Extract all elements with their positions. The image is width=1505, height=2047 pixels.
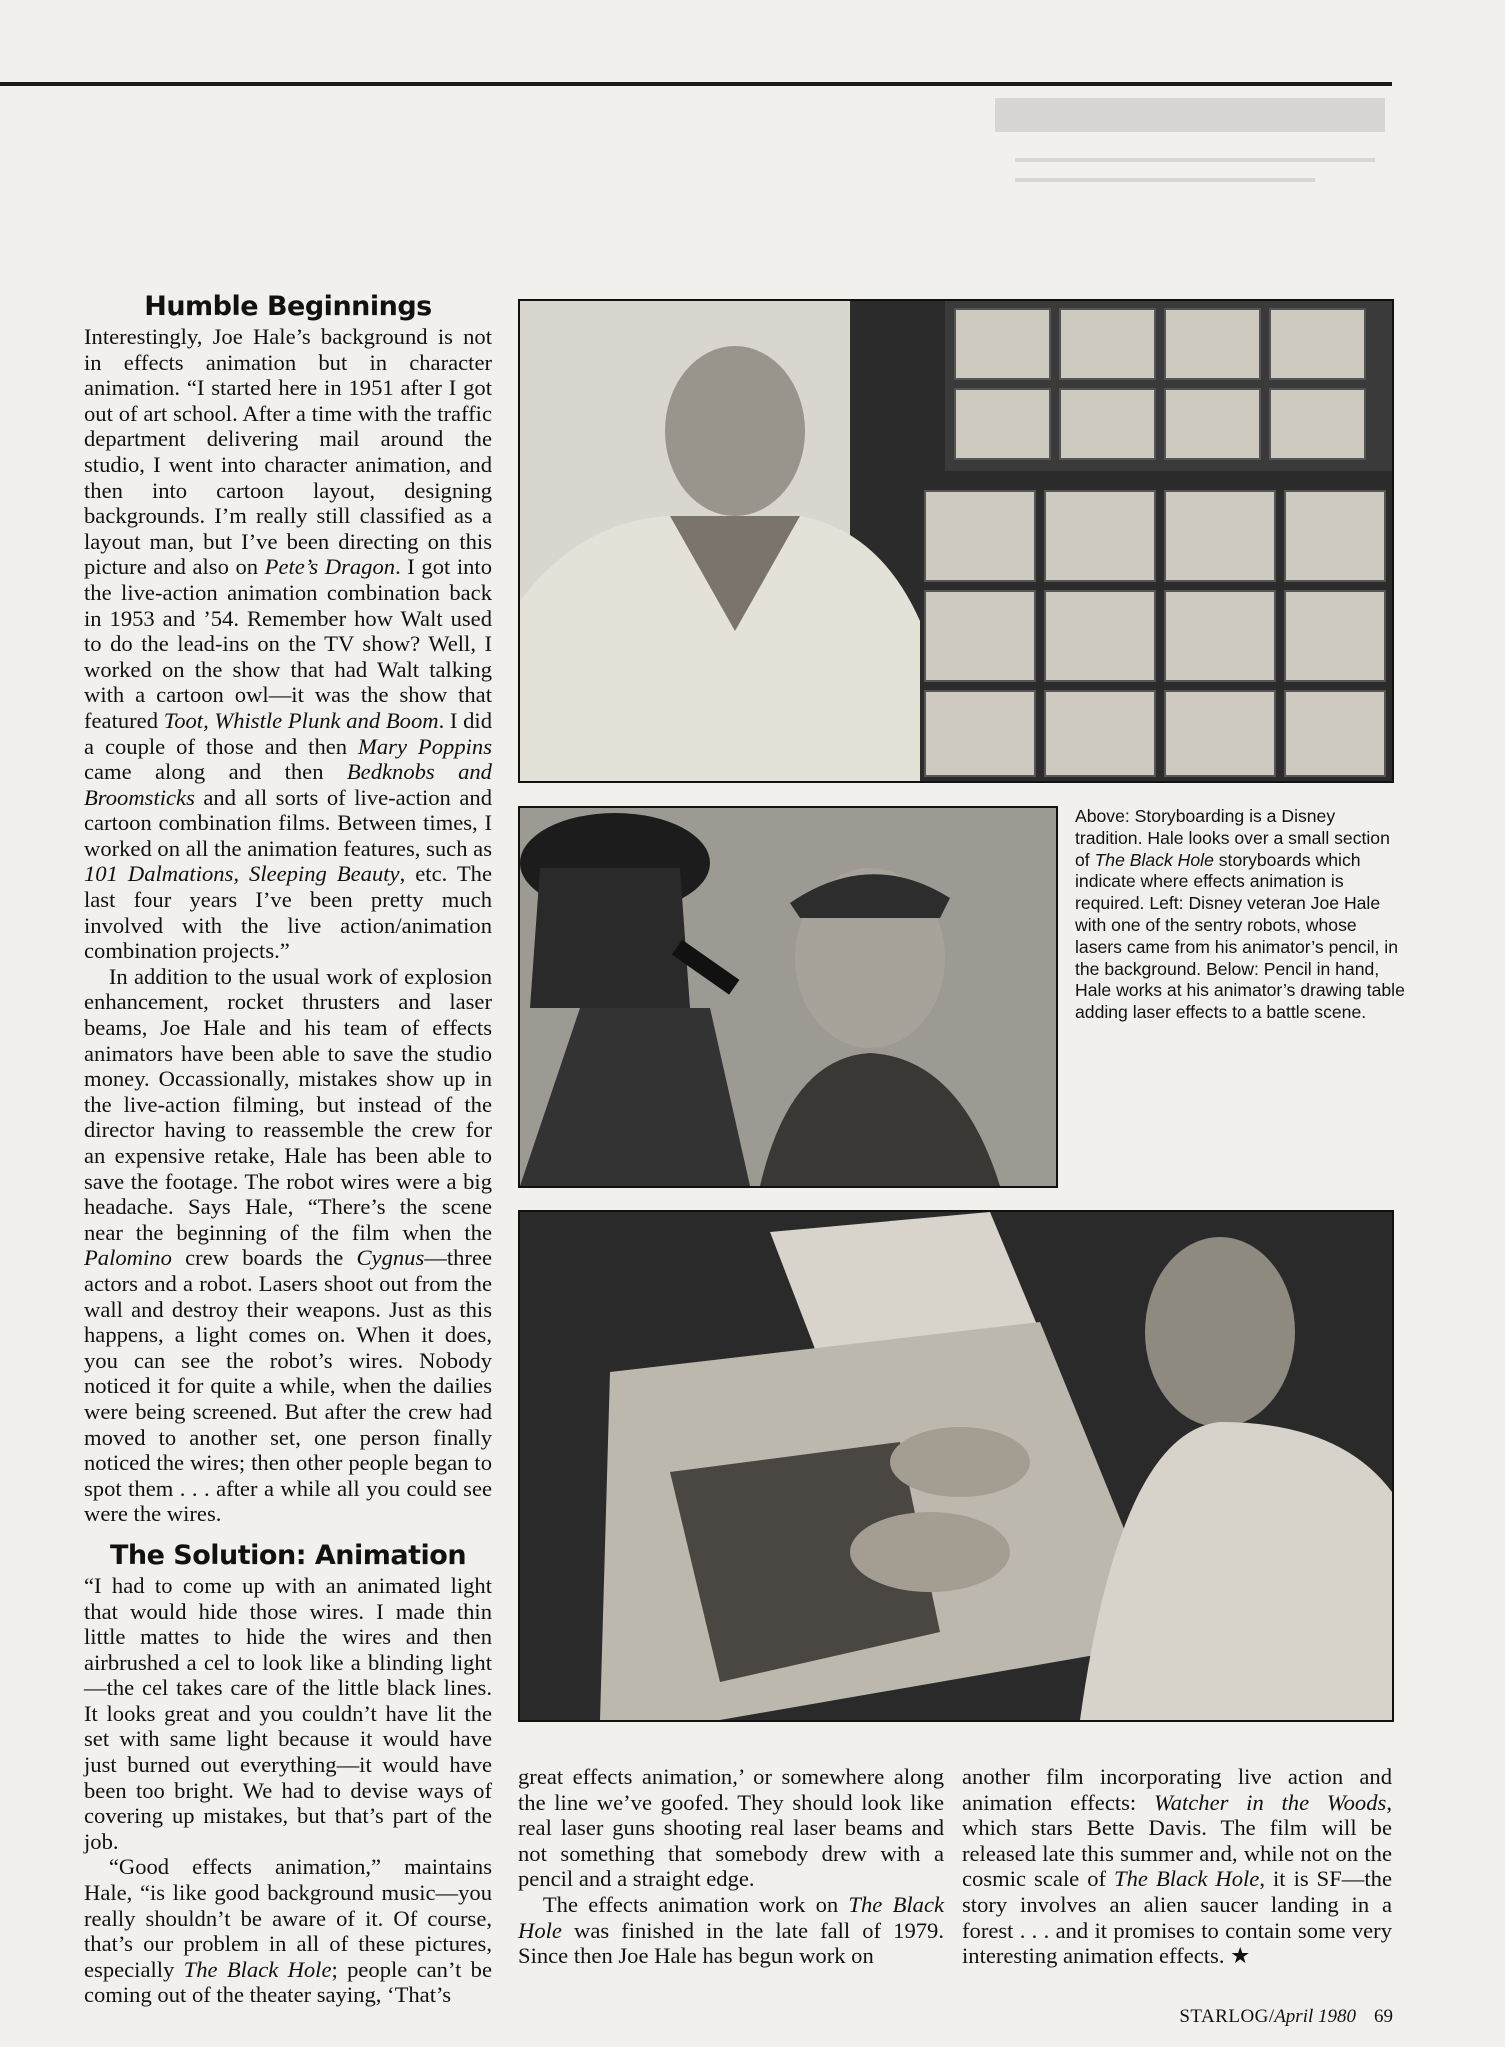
paragraph [518,1892,944,1969]
text-run: “I had to come up with an animated light that would hide those wires. I made thin little mattes to hide the wires and then airbrushed a cel to look like a blinding light—the cel takes care of the little black lines. It looks great and you couldn’t have lit the set with same light because it would have just burned out everything—it would have been too bright. We had to devise ways of covering up mistakes, but that’s part of the job. [84,1572,492,1854]
italic-text: Mary Poppins [358,733,492,759]
photo-hale-storyboards [518,299,1394,783]
italic-text: The Black Hole [518,1891,944,1943]
italic-text: Palomino [84,1245,172,1271]
text-run: . I got into the live-action animation combination back in 1953 and ’54. Remember how Walt used to do the lead-ins on the TV show? Well, I worked on the show that had Walt talking with a cartoon owl—it was the show that featured [84,554,493,733]
italic-text: Bedknobs and Broomsticks [84,759,492,810]
text-run: In addition to the usual work of explosion enhancement, rocket thrusters and laser beams, Joe Hale and his team of effects animators have been able to save the studio money. Occassionally, mistakes show up in the live-action filming, but instead of the director having to reassemble the crew for an expensive retake, Hale has been able to save the footage. The robot wires were a big headache. Says Hale, “There’s the scene near the beginning of the film when the [84,963,492,1245]
text-run: , etc. The last four years I’ve been pretty much involved with the live action/animation combination projects.” [84,861,492,964]
subheading-humble-beginnings: Humble Beginnings [144,291,432,322]
text-run: and all sorts of live-action and cartoon combination films. Between times, I worked on all the animation features, such as [84,784,492,861]
italic-text: Pete’s Dragon [264,554,396,580]
text-run: . I did a couple of those and then [84,707,492,759]
text-run: great effects animation,’ or somewhere along the line we’ve goofed. They should look like real laser guns shooting real laser beams and not something that somebody drew with a pencil and a straight edge. [518,1764,944,1892]
text-run: Above: Storyboarding is a Disney tradition. Hale looks over a small section of [1075,806,1390,870]
italic-text: The Black Hole [1094,849,1214,870]
article-column-3 [962,1764,1392,1969]
bleed-through-decoration [985,88,1395,208]
page-footer: STARLOG/April 1980 69 [1179,2006,1393,2027]
photo-caption [1075,806,1405,1024]
italic-text: The Black Hole [1114,1866,1260,1892]
italic-text: The Black Hole [183,1956,332,1982]
text-run: ; people can’t be coming out of the theater saying, ‘That’s [84,1956,492,2008]
magazine-name: STARLOG [1179,2006,1269,2027]
text-run: —three actors and a robot. Lasers shoot out from the wall and destroy their weapons. Just as this happens, a light comes on. When it does, you can see the robot’s wires. Nobody noticed it for quite a while, when the dailies were being screened. But after the crew had moved to another set, one person finally noticed the wires; then other people began to spot them . . . after a while all you could see were the wires. [84,1245,492,1527]
subheading-the-solution: The Solution: Animation [109,1539,467,1571]
italic-text: Toot, Whistle Plunk and Boom [163,707,439,733]
article-column-2 [518,1764,944,1969]
photo-hale-drawing-table [518,1210,1394,1722]
text-run: The effects animation work on [542,1891,849,1917]
text-run: crew boards the [171,1245,357,1271]
text-run: another film incorporating live action and animation effects: [962,1764,1392,1815]
text-run: was finished in the late fall of 1979. Since then Joe Hale has begun work on [518,1917,944,1969]
text-run: “Good effects animation,” maintains Hale, “is like good background music—you really shouldn’t be aware of it. Of course, that’s our problem in all of these pictures, especially [84,1854,492,1982]
text-run: storyboards which indicate where effects animation is required. Left: Disney veteran Joe Hale with one of the sentry robots, whose lasers came from his animator’s pencil, in the background. Below: Pencil in hand, Hale works at his animator’s drawing table adding laser effects to a battle scene. [1075,849,1405,1023]
paragraph [84,964,492,1527]
photo-hale-with-robot [518,806,1058,1188]
page-number: 69 [1374,2006,1393,2027]
paragraph [84,1573,492,1855]
text-run: , it is SF—the story involves an alien saucer landing in a forest . . . and it promises to contain some very interesting animation effects. ★ [962,1866,1393,1969]
top-rule [0,82,1392,86]
paragraph [962,1764,1392,1969]
italic-text: Watcher in the Woods [1153,1789,1387,1815]
italic-text: Cygnus [356,1245,425,1271]
text-run: came along and then [84,759,347,785]
paragraph [84,1854,492,2008]
article-column-1 [84,292,492,2008]
text-run: Interestingly, Joe Hale’s background is not in effects animation but in character animation. “I started here in 1951 after I got out of art school. After a time with the traffic department delivering mail around the studio, I went into character animation, and then into cartoon layout, designing backgrounds. I’m really still classified as a layout man, but I’ve been directing on this picture and also on [84,324,492,580]
paragraph [518,1764,944,1892]
text-run: , which stars Bette Davis. The film will be released late this summer and, while not on the cosmic scale of [962,1789,1392,1892]
italic-text: 101 Dalmations, Sleeping Beauty [84,861,400,887]
paragraph [84,324,492,964]
issue-date: April 1980 [1274,2006,1356,2027]
